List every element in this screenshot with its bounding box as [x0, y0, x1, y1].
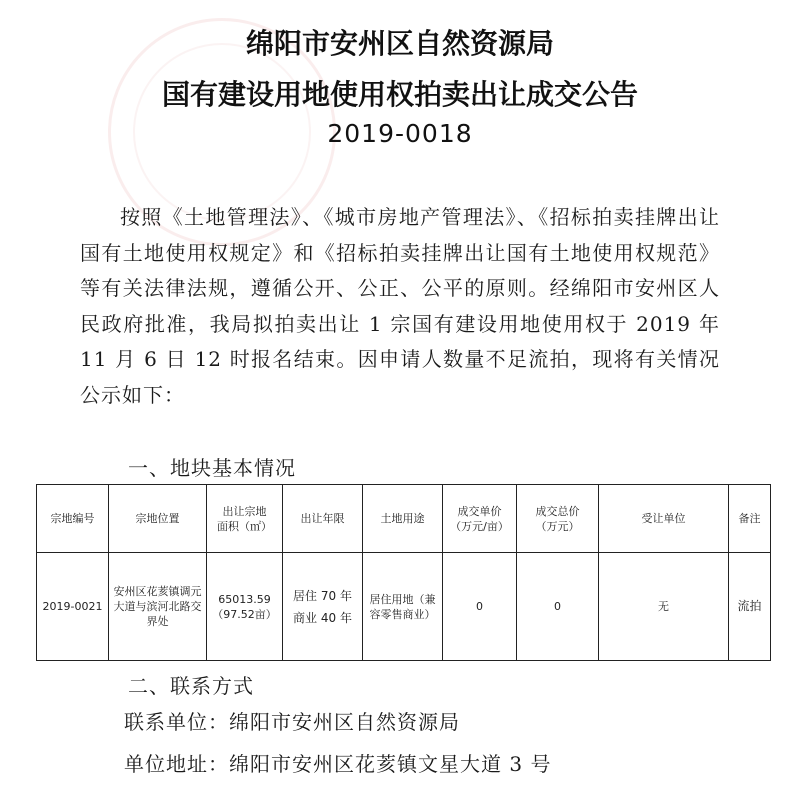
cell-area-line2: （97.52亩）: [212, 607, 277, 621]
cell-term-line2: 商业 40 年: [293, 610, 352, 625]
header-remark: 备注: [729, 485, 771, 553]
table-row: [37, 553, 771, 661]
cell-parcel-location: 安州区花荄镇调元大道与滨河北路交界处: [109, 553, 207, 661]
header-unit-price: [443, 485, 517, 553]
cell-total-price: 0: [517, 553, 599, 661]
land-info-table: [36, 484, 771, 661]
header-grantee: 受让单位: [599, 485, 729, 553]
table-header-row: [37, 485, 771, 553]
announcement-title: 国有建设用地使用权拍卖出让成交公告: [161, 78, 638, 111]
header-parcel-location: 宗地位置: [109, 485, 207, 553]
section-heading-land-info: 一、地块基本情况: [128, 456, 296, 480]
announcement-body-paragraph: 按照《土地管理法》、《城市房地产管理法》、《招标拍卖挂牌出让国有土地使用权规定》和《招标拍卖挂牌出让国有土地使用权规范》等有关法律法规，遵循公开、公正、公平的原则。经绵阳市安州区人民政府批准，我局拟拍卖出让 1 宗国有建设用地使用权于 2019 年 11 月 6 日 12 时报名结束。因申请人数量不足流拍，现将有关情况公示如下：: [80, 205, 720, 407]
header-parcel-area: [207, 485, 283, 553]
header-term: 出让年限: [283, 485, 363, 553]
announcement-number: 2019-0018: [327, 119, 473, 148]
cell-unit-price: 0: [443, 553, 517, 661]
contact-address: 单位地址：绵阳市安州区花荄镇文星大道 3 号: [124, 752, 552, 776]
cell-area-line1: 65013.59: [218, 592, 271, 606]
cell-parcel-id: 2019-0021: [37, 553, 109, 661]
header-area-line1: 出让宗地: [222, 504, 267, 518]
contact-unit: 联系单位：绵阳市安州区自然资源局: [124, 710, 460, 734]
issuer-title: 绵阳市安州区自然资源局: [245, 27, 554, 60]
cell-parcel-area: [207, 553, 283, 661]
header-usage: 土地用途: [363, 485, 443, 553]
cell-grantee: 无: [599, 553, 729, 661]
header-unit-price-line2: （万元/亩）: [450, 519, 509, 533]
header-unit-price-line1: 成交单价: [457, 504, 502, 518]
header-total-price-line2: （万元）: [535, 519, 580, 533]
header-parcel-id: 宗地编号: [37, 485, 109, 553]
header-total-price-line1: 成交总价: [535, 504, 580, 518]
section-heading-contact: 二、联系方式: [128, 674, 254, 698]
header-total-price: [517, 485, 599, 553]
cell-term-line1: 居住 70 年: [293, 588, 352, 603]
header-area-line2: 面积（㎡）: [217, 519, 272, 533]
cell-remark: 流拍: [729, 553, 771, 661]
cell-term: [283, 553, 363, 661]
cell-usage: 居住用地（兼容零售商业）: [363, 553, 443, 661]
